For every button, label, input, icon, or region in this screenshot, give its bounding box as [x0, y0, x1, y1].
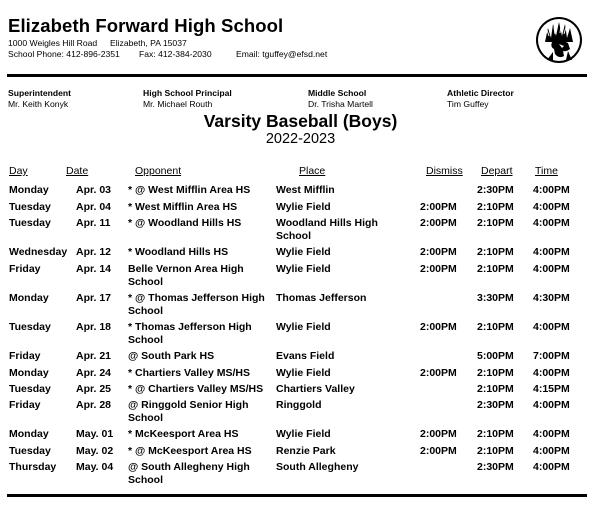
game-time: 4:00PM [533, 428, 570, 440]
game-time: 4:00PM [533, 321, 570, 333]
game-date: Apr. 14 [76, 263, 112, 275]
school-phone: School Phone: 412-896-2351 [8, 49, 120, 59]
game-place: Thomas Jefferson [276, 292, 367, 304]
staff-person: Mr. Michael Routh [143, 99, 213, 109]
game-day: Wednesday [9, 246, 68, 258]
game-date: Apr. 17 [76, 292, 112, 304]
staff-role: Middle School [308, 88, 367, 98]
address-street: 1000 Weigles Hill Road [8, 38, 98, 48]
game-day: Thursday [9, 461, 57, 473]
game-place: Chartiers Valley [276, 383, 355, 395]
header-dismiss: Dismiss [426, 165, 463, 177]
schedule-title: Varsity Baseball (Boys) [203, 111, 398, 131]
game-date: Apr. 11 [76, 217, 111, 229]
game-day: Tuesday [9, 383, 51, 395]
game-opponent: * Thomas Jefferson High School [128, 321, 252, 346]
game-time: 4:00PM [533, 367, 570, 379]
school-contact [8, 49, 327, 59]
game-time: 4:30PM [533, 292, 570, 304]
game-date: Apr. 21 [76, 350, 112, 362]
game-day: Monday [9, 184, 49, 196]
game-opponent: Belle Vernon Area High School [128, 263, 244, 288]
game-opponent: * McKeesport Area HS [128, 428, 239, 440]
game-time: 4:00PM [533, 217, 570, 229]
game-date: Apr. 28 [76, 399, 112, 411]
school-address [8, 38, 187, 48]
game-time: 4:00PM [533, 399, 570, 411]
game-depart: 2:10PM [477, 367, 514, 379]
header-day: Day [9, 165, 28, 177]
game-time: 4:00PM [533, 263, 570, 275]
game-day: Monday [9, 367, 49, 379]
address-city: Elizabeth, PA 15037 [110, 38, 187, 48]
schedule-season: 2022-2023 [265, 131, 336, 147]
game-time: 4:00PM [533, 184, 570, 196]
game-opponent: @ South Allegheny High School [128, 461, 250, 486]
game-time: 7:00PM [533, 350, 570, 362]
game-place: Wylie Field [276, 246, 331, 258]
school-logo [535, 16, 583, 64]
game-time: 4:00PM [533, 246, 570, 258]
game-day: Tuesday [9, 201, 51, 213]
game-date: Apr. 25 [76, 383, 112, 395]
school-name: Elizabeth Forward High School [8, 15, 284, 36]
game-depart: 5:00PM [477, 350, 514, 362]
game-place: Renzie Park [276, 445, 336, 457]
game-day: Tuesday [9, 217, 51, 229]
header-place: Place [299, 165, 326, 177]
staff-role: Athletic Director [447, 88, 514, 98]
game-place: Wylie Field [276, 263, 331, 275]
game-dismiss: 2:00PM [420, 263, 457, 275]
game-day: Tuesday [9, 445, 51, 457]
game-dismiss: 2:00PM [420, 246, 457, 258]
game-depart: 2:30PM [477, 184, 514, 196]
game-dismiss: 2:00PM [420, 321, 457, 333]
game-place: Wylie Field [276, 201, 331, 213]
game-depart: 2:30PM [477, 399, 514, 411]
game-depart: 2:30PM [477, 461, 514, 473]
header-divider [7, 74, 587, 77]
game-place: Wylie Field [276, 428, 331, 440]
game-place: Evans Field [276, 350, 335, 362]
game-opponent: * @ Woodland Hills HS [128, 217, 242, 229]
game-opponent: @ Ringgold Senior High School [128, 399, 249, 424]
school-fax: Fax: 412-384-2030 [139, 49, 212, 59]
game-depart: 2:10PM [477, 263, 514, 275]
game-day: Tuesday [9, 321, 51, 333]
staff-person: Mr. Keith Konyk [8, 99, 69, 109]
game-day: Friday [9, 350, 41, 362]
game-opponent: @ South Park HS [128, 350, 215, 362]
staff-middle-school [308, 88, 373, 110]
staff-person: Dr. Trisha Martell [308, 99, 373, 109]
game-date: May. 04 [76, 461, 114, 473]
game-date: Apr. 12 [76, 246, 112, 258]
game-place: West Mifflin [276, 184, 335, 196]
staff-role: Superintendent [8, 88, 72, 98]
header-date: Date [66, 165, 89, 177]
game-depart: 2:10PM [477, 445, 514, 457]
game-date: Apr. 03 [76, 184, 112, 196]
game-place: South Allegheny [276, 461, 359, 473]
game-date: May. 02 [76, 445, 114, 457]
game-date: May. 01 [76, 428, 114, 440]
game-place: Wylie Field [276, 321, 331, 333]
game-date: Apr. 18 [76, 321, 112, 333]
game-dismiss: 2:00PM [420, 428, 457, 440]
game-place: Ringgold [276, 399, 322, 411]
game-dismiss: 2:00PM [420, 367, 457, 379]
header-opponent: Opponent [135, 165, 182, 177]
game-dismiss: 2:00PM [420, 445, 457, 457]
staff-principal [143, 88, 232, 110]
staff-role: High School Principal [143, 88, 232, 98]
game-dismiss: 2:00PM [420, 201, 457, 213]
staff-athletic-director [447, 88, 514, 110]
game-time: 4:00PM [533, 201, 570, 213]
game-place: Wylie Field [276, 367, 331, 379]
game-depart: 2:10PM [477, 201, 514, 213]
game-time: 4:00PM [533, 461, 570, 473]
staff-person: Tim Guffey [447, 99, 489, 109]
game-date: Apr. 04 [76, 201, 112, 213]
game-time: 4:00PM [533, 445, 570, 457]
game-day: Monday [9, 292, 49, 304]
game-day: Monday [9, 428, 49, 440]
header-depart: Depart [481, 165, 513, 177]
staff-superintendent [8, 88, 71, 110]
game-dismiss: 2:00PM [420, 217, 457, 229]
game-date: Apr. 24 [76, 367, 112, 379]
game-time: 4:15PM [533, 383, 570, 395]
game-place: Woodland Hills High School [276, 217, 378, 242]
game-depart: 3:30PM [477, 292, 514, 304]
game-opponent: * Woodland Hills HS [128, 246, 229, 258]
game-depart: 2:10PM [477, 321, 514, 333]
footer-divider [7, 494, 587, 497]
game-depart: 2:10PM [477, 383, 514, 395]
game-opponent: * @ Chartiers Valley MS/HS [128, 383, 264, 395]
game-day: Friday [9, 399, 41, 411]
game-opponent: * Chartiers Valley MS/HS [128, 367, 250, 379]
game-opponent: * West Mifflin Area HS [128, 201, 238, 213]
game-opponent: * @ Thomas Jefferson High School [128, 292, 265, 317]
game-opponent: * @ West Mifflin Area HS [128, 184, 251, 196]
game-depart: 2:10PM [477, 246, 514, 258]
header-time: Time [535, 165, 558, 177]
game-depart: 2:10PM [477, 217, 514, 229]
game-depart: 2:10PM [477, 428, 514, 440]
game-opponent: * @ McKeesport Area HS [128, 445, 252, 457]
school-email: Email: tguffey@efsd.net [236, 49, 328, 59]
game-day: Friday [9, 263, 41, 275]
